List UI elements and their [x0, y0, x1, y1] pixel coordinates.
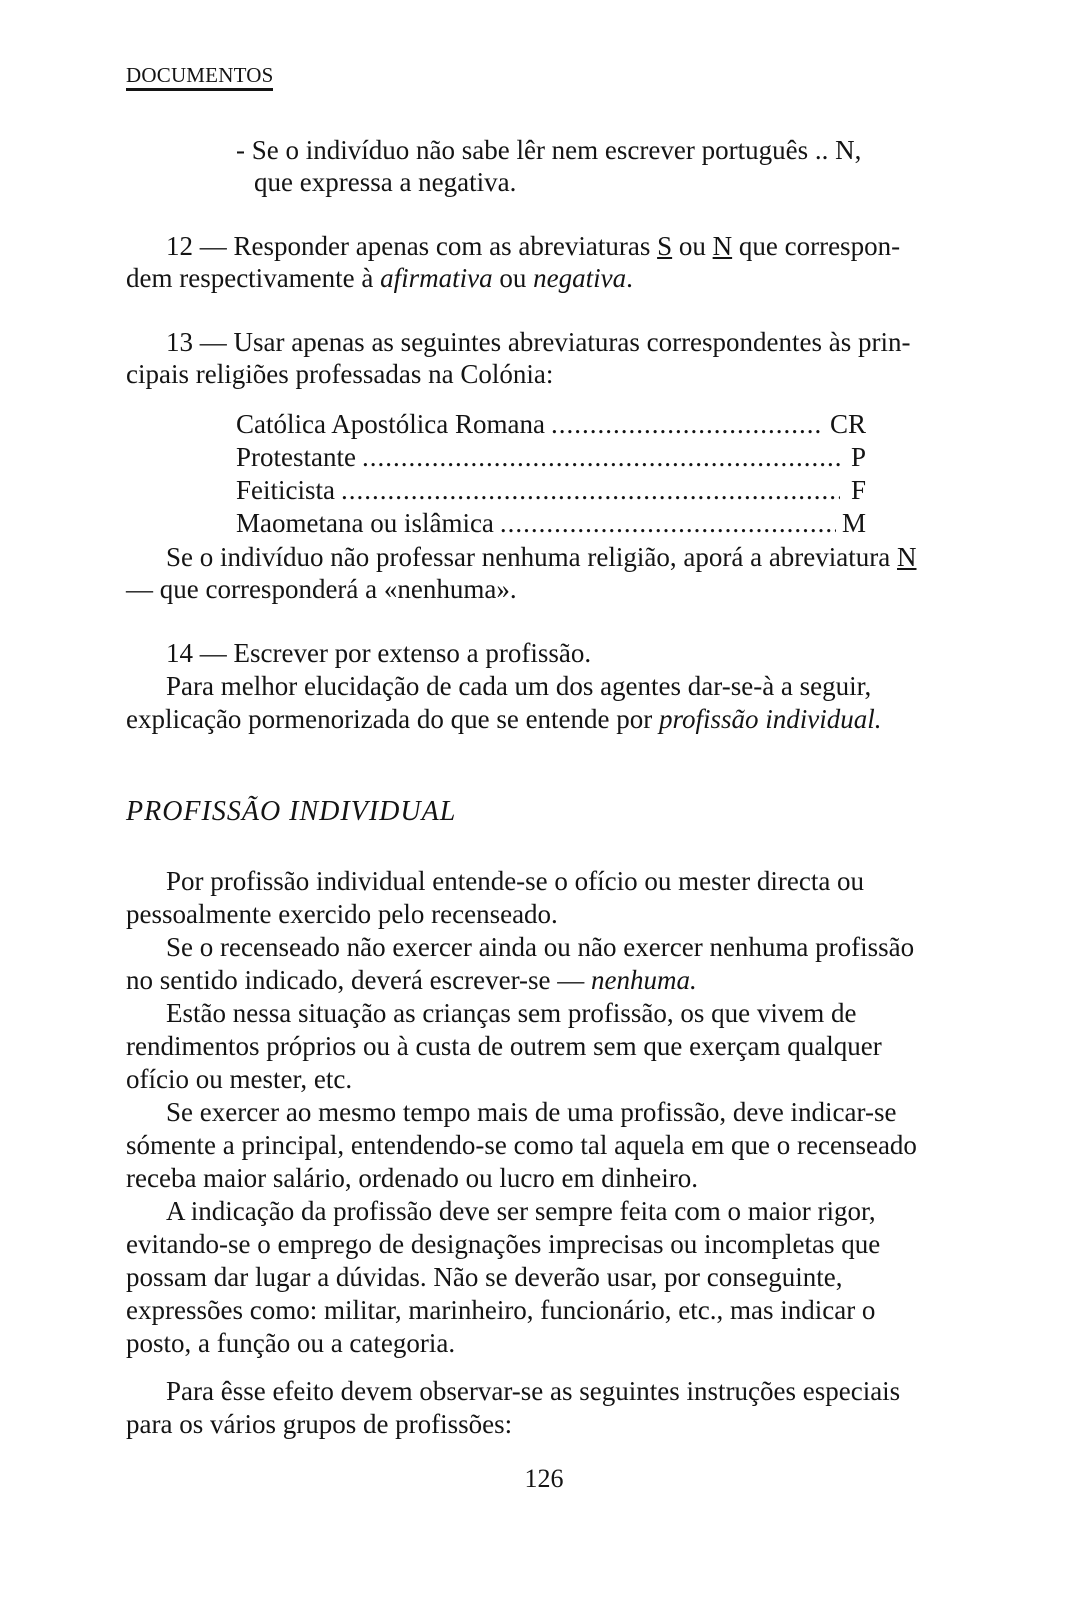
- p5-line: evitando-se o emprego de designações imprecisas ou incompletas que: [126, 1229, 881, 1259]
- item12-line2: [126, 262, 633, 294]
- item13-number: 13 —: [166, 327, 227, 357]
- religion-code: M: [841, 508, 866, 538]
- item13-line2: cipais religiões professadas na Colónia:: [126, 359, 554, 389]
- religion-name: Protestante: [236, 442, 356, 472]
- p4-line: sómente a principal, entendendo-se como tal aquela em que o recenseado: [126, 1130, 917, 1160]
- religion-row: [236, 408, 866, 440]
- item11-line2: que expressa a negativa.: [254, 167, 517, 197]
- p3-line: Estão nessa situação as crianças sem profissão, os que vivem de: [166, 998, 857, 1028]
- p2-text: no sentido indicado, deverá escrever-se —: [126, 965, 592, 995]
- religion-row: [236, 441, 866, 473]
- item11-line1: - Se o indivíduo não sabe lêr nem escrever português .. N,: [236, 135, 862, 165]
- item13-none-text: Se o indivíduo não professar nenhuma religião, aporá a abreviatura: [166, 542, 897, 572]
- item14-line3-text: explicação pormenorizada do que se entende por: [126, 704, 660, 734]
- item12-text-a: Responder apenas com as abreviaturas: [233, 231, 658, 261]
- p5-line: A indicação da profissão deve ser sempre feita com o maior rigor,: [166, 1196, 876, 1226]
- section-heading: PROFISSÃO INDIVIDUAL: [126, 796, 457, 827]
- leader-dots: [341, 474, 840, 506]
- leader-dots: [551, 408, 824, 440]
- religion-code: CR: [829, 409, 866, 439]
- p4-line: receba maior salário, ordenado ou lucro em dinheiro.: [126, 1163, 699, 1193]
- item13-text: Usar apenas as seguintes abreviaturas correspondentes às prin-: [233, 327, 911, 357]
- word-negativa: negativa: [533, 263, 627, 293]
- abbr-n: N: [712, 231, 733, 261]
- item12-line2-a: dem respectivamente à: [126, 263, 381, 293]
- p1-line: pessoalmente exercido pelo recenseado.: [126, 899, 558, 929]
- word-nenhuma: nenhuma.: [591, 965, 697, 995]
- item13-line1: [166, 326, 911, 358]
- item12-line2-c: .: [626, 263, 633, 293]
- p5-line: posto, a função ou a categoria.: [126, 1328, 456, 1358]
- leader-dots: [362, 441, 840, 473]
- p5-line: expressões como: militar, marinheiro, funcionário, etc., mas indicar o: [126, 1295, 876, 1325]
- term-profissao-individual: profissão individual.: [659, 704, 882, 734]
- religion-name: Feiticista: [236, 475, 335, 505]
- item14-line2: Para melhor elucidação de cada um dos agentes dar-se-à a seguir,: [166, 671, 872, 701]
- item14-line3: [126, 703, 882, 735]
- p6-line: para os vários grupos de profissões:: [126, 1409, 513, 1439]
- p2-line: Se o recenseado não exercer ainda ou não exercer nenhuma profissão: [166, 932, 915, 962]
- abbr-n: N: [897, 542, 917, 572]
- item14-text: Escrever por extenso a profissão.: [233, 638, 592, 668]
- item12-text-c: que correspon-: [732, 231, 901, 261]
- p2-line: [126, 964, 697, 996]
- religion-row: [236, 474, 866, 506]
- p1-line: Por profissão individual entende-se o ofício ou mester directa ou: [166, 866, 865, 896]
- p3-line: ofício ou mester, etc.: [126, 1064, 353, 1094]
- p5-line: possam dar lugar a dúvidas. Não se deverão usar, por conseguinte,: [126, 1262, 843, 1292]
- item14-number: 14 —: [166, 638, 227, 668]
- religion-name: Católica Apostólica Romana: [236, 409, 545, 439]
- item12-line2-b: ou: [492, 263, 534, 293]
- item12-text-b: ou: [672, 231, 713, 261]
- abbr-s: S: [657, 231, 673, 261]
- item12-number: 12 —: [166, 231, 227, 261]
- religion-name: Maometana ou islâmica: [236, 508, 494, 538]
- item13-none-line1: [166, 541, 917, 573]
- item14-line1: [166, 637, 591, 669]
- word-afirmativa: afirmativa: [380, 263, 493, 293]
- p6-line: Para êsse efeito devem observar-se as seguintes instruções especiais: [166, 1376, 901, 1406]
- religion-code: P: [850, 442, 866, 472]
- p3-line: rendimentos próprios ou à custa de outrem sem que exerçam qualquer: [126, 1031, 882, 1061]
- religion-code: F: [850, 475, 866, 505]
- page-number: 126: [524, 1464, 564, 1493]
- religion-row: [236, 507, 866, 539]
- running-header: DOCUMENTOS: [126, 62, 273, 91]
- item13-none-line2: — que corresponderá a «nenhuma».: [126, 574, 517, 604]
- p4-line: Se exercer ao mesmo tempo mais de uma profissão, deve indicar-se: [166, 1097, 897, 1127]
- item12-line1: [166, 230, 900, 262]
- leader-dots: [500, 507, 836, 539]
